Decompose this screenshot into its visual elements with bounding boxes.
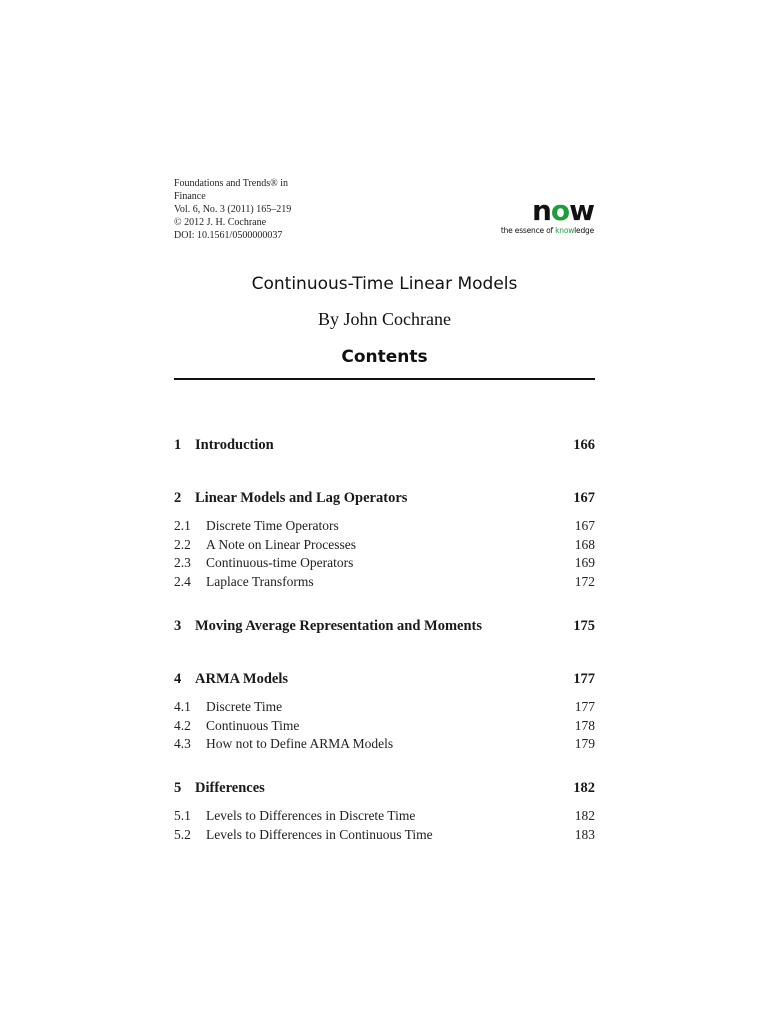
section-page-number: 167 — [574, 518, 595, 533]
logo-wordmark — [492, 196, 594, 226]
chapter-page-number: 182 — [573, 780, 595, 796]
chapter-number: 1 — [174, 437, 182, 453]
logo-letter-o: o — [550, 194, 570, 227]
section-page-number: 179 — [574, 736, 595, 752]
volume-info: Vol. 6, No. 3 (2011) 165–219 — [174, 204, 292, 215]
chapter-title: Differences — [195, 780, 265, 796]
chapter-number: 5 — [174, 780, 182, 796]
section-number: 4.3 — [174, 736, 191, 752]
chapter-page-number: 166 — [573, 437, 595, 453]
chapter-title: Linear Models and Lag Operators — [195, 490, 408, 506]
logo-tag-highlight: know — [555, 226, 575, 235]
section-page-number: 183 — [574, 826, 595, 842]
logo-tagline — [492, 226, 594, 236]
section-title: How not to Define ARMA Models — [206, 736, 394, 752]
section-number: 4.1 — [174, 699, 191, 714]
chapter-number: 2 — [174, 490, 182, 506]
section-number: 5.2 — [174, 826, 191, 842]
section-page-number: 172 — [574, 573, 595, 589]
section-number: 2.1 — [174, 518, 191, 533]
copyright-notice: © 2012 J. H. Cochrane — [174, 217, 267, 228]
section-page-number: 169 — [574, 555, 595, 571]
chapter-page-number: 177 — [573, 671, 595, 687]
chapter-title: Introduction — [195, 437, 274, 453]
section-title: Discrete Time Operators — [206, 518, 339, 533]
heading-rule — [174, 378, 595, 380]
author-line: By John Cochrane — [318, 309, 451, 329]
doi: DOI: 10.1561/0500000037 — [174, 230, 283, 241]
chapter-title: ARMA Models — [195, 671, 289, 687]
logo-letter-w: w — [569, 194, 594, 227]
section-title: Levels to Differences in Continuous Time — [206, 826, 433, 842]
section-title: Discrete Time — [206, 699, 283, 714]
section-number: 2.3 — [174, 555, 191, 571]
chapter-number: 4 — [174, 671, 182, 687]
chapter-page-number: 175 — [573, 618, 595, 634]
series-line-2: Finance — [174, 191, 206, 202]
section-title: Continuous-time Operators — [206, 555, 354, 571]
logo-tag-after: ledge — [574, 226, 594, 235]
section-page-number: 182 — [574, 808, 595, 823]
publication-metadata — [174, 177, 291, 242]
section-title: Continuous Time — [206, 717, 300, 733]
chapter-title: Moving Average Representation and Moments — [195, 618, 483, 634]
section-title: Laplace Transforms — [206, 573, 314, 589]
section-number: 4.2 — [174, 717, 191, 733]
chapter-page-number: 167 — [573, 490, 595, 506]
section-page-number: 178 — [574, 717, 595, 733]
section-title: A Note on Linear Processes — [206, 536, 356, 552]
section-number: 5.1 — [174, 808, 191, 823]
series-line-1: Foundations and Trends® in — [174, 178, 288, 189]
chapter-number: 3 — [174, 618, 182, 634]
section-number: 2.4 — [174, 573, 191, 589]
document-title: Continuous-Time Linear Models — [251, 274, 518, 294]
section-page-number: 168 — [574, 536, 595, 552]
contents-heading: Contents — [341, 347, 428, 367]
now-publisher-logo — [492, 196, 594, 236]
section-title: Levels to Differences in Discrete Time — [206, 808, 416, 823]
section-page-number: 177 — [574, 699, 595, 714]
logo-tag-before: the essence of — [500, 226, 556, 235]
logo-letter-n: n — [531, 194, 551, 227]
section-number: 2.2 — [174, 536, 191, 552]
